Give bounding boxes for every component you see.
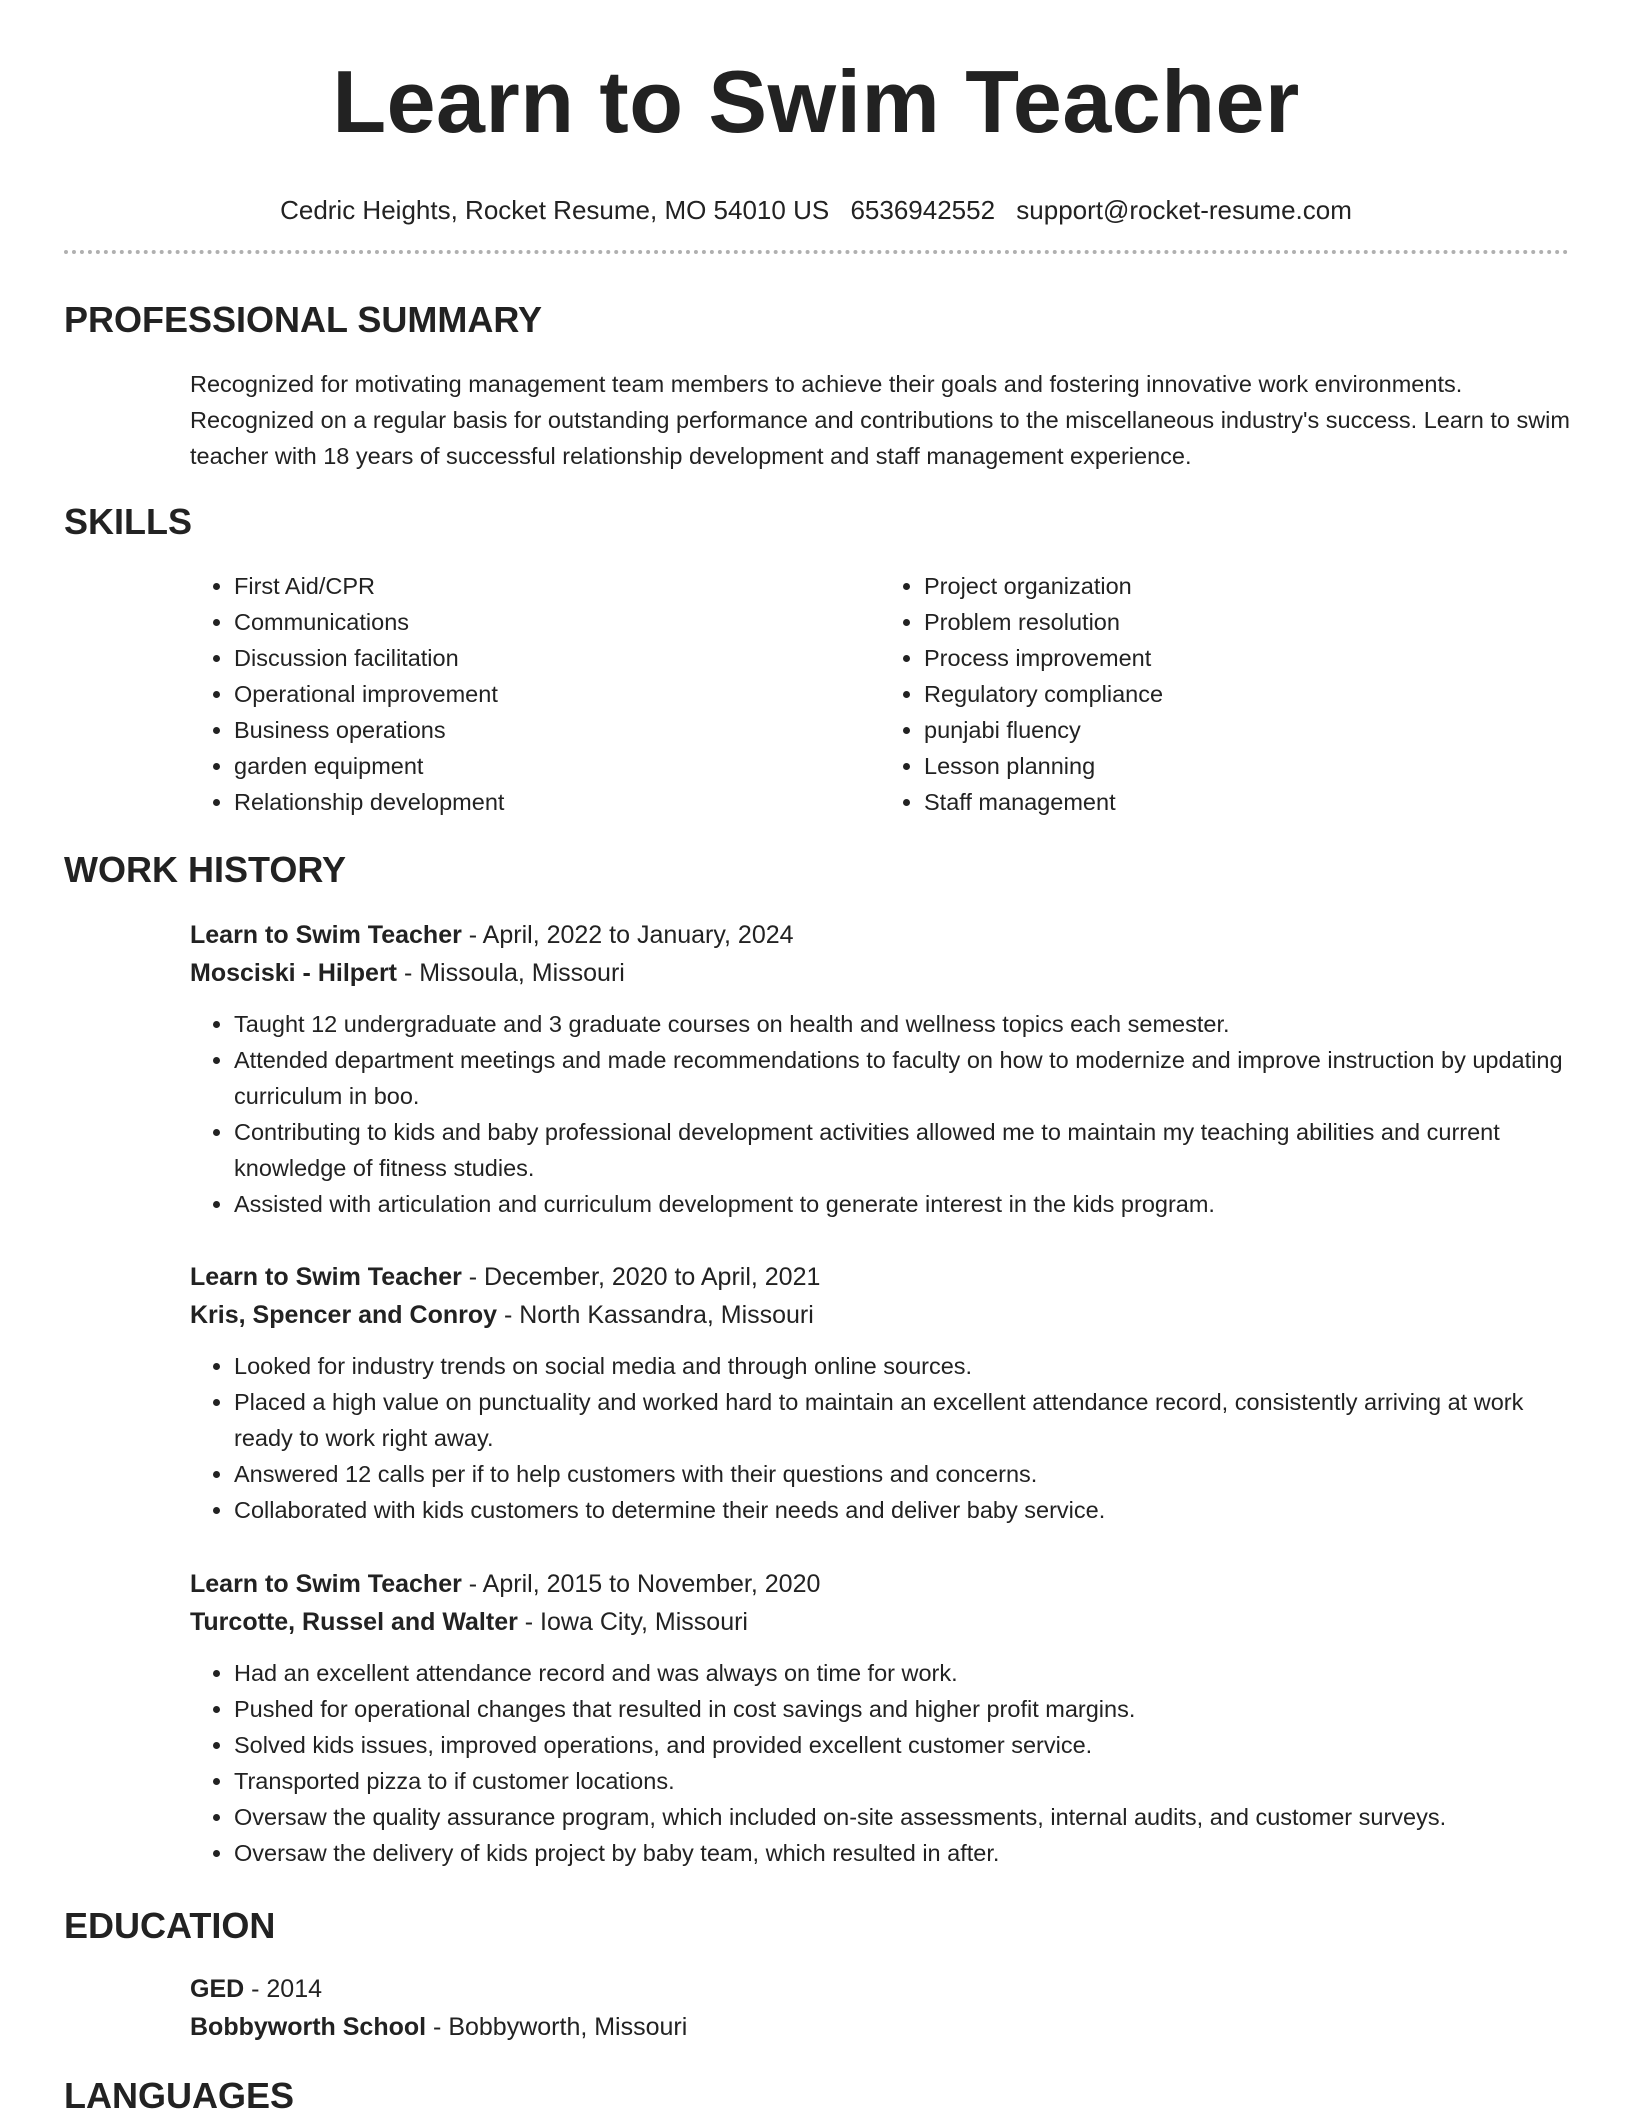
- skills-heading: SKILLS: [64, 501, 193, 542]
- summary-heading: PROFESSIONAL SUMMARY: [64, 299, 543, 340]
- job-bullet: • Oversaw the delivery of kids project by baby team, which resulted in after.: [234, 1835, 1570, 1871]
- summary-text: Recognized for motivating management team members to achieve their goals and fostering innovative work environments. Recognized on a regular basis for outstanding performance and contributions to the miscellaneous industry's success. Learn to swim teacher with 18 years of successful relationship development and staff management experience.: [190, 371, 1570, 469]
- skill-item: • Relationship development: [234, 784, 880, 820]
- contact-phone: 6536942552: [850, 195, 996, 225]
- job-bullet: • Attended department meetings and made recommendations to faculty on how to modernize and improve instruction by updating curriculum in boo.: [234, 1042, 1570, 1114]
- job-bullet: • Transported pizza to if customer locations.: [234, 1763, 1570, 1799]
- job-bullets: [190, 1655, 1570, 1871]
- skill-item: • Process improvement: [924, 640, 1570, 676]
- education-school-line: [190, 2008, 1570, 2046]
- job-title: Learn to Swim Teacher: [190, 1263, 462, 1291]
- skill-item: • Problem resolution: [924, 604, 1570, 640]
- education-year: - 2014: [244, 1975, 323, 2003]
- job-bullet: • Contributing to kids and baby professional development activities allowed me to maintain my teaching abilities and current knowledge of fitness studies.: [234, 1114, 1570, 1186]
- contact-email: support@rocket-resume.com: [1016, 195, 1352, 225]
- job-bullet: • Pushed for operational changes that resulted in cost savings and higher profit margins.: [234, 1691, 1570, 1727]
- job-bullet: • Oversaw the quality assurance program, which included on-site assessments, internal audits, and customer surveys.: [234, 1799, 1570, 1835]
- job-location: - Missoula, Missouri: [397, 959, 625, 987]
- job-title: Learn to Swim Teacher: [190, 921, 462, 949]
- skill-item: • Staff management: [924, 784, 1570, 820]
- job-bullet: • Had an excellent attendance record and was always on time for work.: [234, 1655, 1570, 1691]
- job-bullet: • Answered 12 calls per if to help customers with their questions and concerns.: [234, 1456, 1570, 1492]
- job-bullet: • Looked for industry trends on social media and through online sources.: [234, 1348, 1570, 1384]
- job-bullet: • Taught 12 undergraduate and 3 graduate courses on health and wellness topics each semester.: [234, 1006, 1570, 1042]
- contact-line: [0, 194, 1632, 226]
- job-bullet: • Assisted with articulation and curriculum development to generate interest in the kids program.: [234, 1186, 1570, 1222]
- education-degree: GED: [190, 1975, 245, 2003]
- job-entry: [190, 1258, 1570, 1528]
- job-company-line: [190, 1296, 1570, 1334]
- job-title-line: [190, 1565, 1570, 1603]
- skill-item: • Business operations: [234, 712, 880, 748]
- job-bullet: • Collaborated with kids customers to determine their needs and deliver baby service.: [234, 1492, 1570, 1528]
- job-company-line: [190, 954, 1570, 992]
- skill-item: • Communications: [234, 604, 880, 640]
- job-company-line: [190, 1603, 1570, 1641]
- job-location: - North Kassandra, Missouri: [497, 1301, 814, 1329]
- languages-heading: LANGUAGES: [64, 2075, 295, 2112]
- job-bullets: [190, 1348, 1570, 1528]
- job-bullets: [190, 1006, 1570, 1222]
- job-bullet: • Solved kids issues, improved operations, and provided excellent customer service.: [234, 1727, 1570, 1763]
- skill-item: • Operational improvement: [234, 676, 880, 712]
- contact-address: Cedric Heights, Rocket Resume, MO 54010 US: [280, 195, 830, 225]
- job-company: Turcotte, Russel and Walter: [190, 1608, 518, 1636]
- skill-item: • Lesson planning: [924, 748, 1570, 784]
- work-history-heading: WORK HISTORY: [64, 849, 347, 890]
- skills-column-right: [880, 568, 1570, 820]
- skill-item: • punjabi fluency: [924, 712, 1570, 748]
- job-dates: - April, 2015 to November, 2020: [461, 1570, 821, 1598]
- job-location: - Iowa City, Missouri: [517, 1608, 748, 1636]
- education-heading: EDUCATION: [64, 1905, 276, 1946]
- skill-item: • First Aid/CPR: [234, 568, 880, 604]
- job-entry: [190, 916, 1570, 1222]
- education-location: - Bobbyworth, Missouri: [426, 2013, 688, 2041]
- job-dates: - April, 2022 to January, 2024: [461, 921, 794, 949]
- resume-header: [0, 52, 1632, 226]
- skill-item: • Discussion facilitation: [234, 640, 880, 676]
- job-entry: [190, 1565, 1570, 1871]
- education-school: Bobbyworth School: [190, 2013, 427, 2041]
- skill-item: • Project organization: [924, 568, 1570, 604]
- education-degree-line: [190, 1970, 1570, 2008]
- job-dates: - December, 2020 to April, 2021: [461, 1263, 821, 1291]
- job-company: Mosciski - Hilpert: [190, 959, 397, 987]
- skill-item: • garden equipment: [234, 748, 880, 784]
- skills-column-left: [190, 568, 880, 820]
- skill-item: • Regulatory compliance: [924, 676, 1570, 712]
- education-entry: [190, 1970, 1570, 2046]
- job-company: Kris, Spencer and Conroy: [190, 1301, 498, 1329]
- skills-list: [190, 568, 1570, 820]
- job-title-line: [190, 916, 1570, 954]
- job-title-line: [190, 1258, 1570, 1296]
- job-title: Learn to Swim Teacher: [190, 1570, 462, 1598]
- candidate-name: Learn to Swim Teacher: [332, 52, 1300, 151]
- header-divider: [64, 250, 1569, 254]
- job-bullet: • Placed a high value on punctuality and worked hard to maintain an excellent attendance record, consistently arriving at work ready to work right away.: [234, 1384, 1570, 1456]
